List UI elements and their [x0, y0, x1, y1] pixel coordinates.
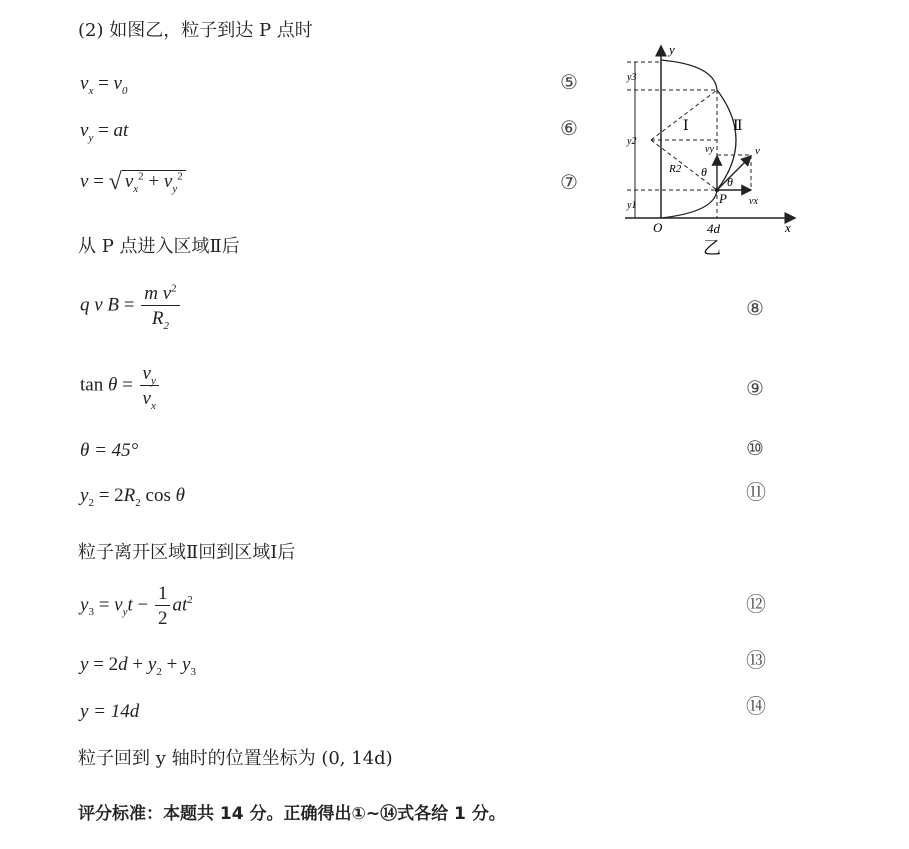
intro-text: (2) 如图乙，粒子到达 P 点时	[78, 20, 313, 41]
enter-region-text: 从 P 点进入区域Ⅱ后	[78, 236, 240, 257]
label-p: P	[719, 191, 727, 206]
label-region-2: Ⅱ	[733, 119, 743, 134]
eq-number-6: ⑥	[560, 116, 578, 140]
equation-10: θ = 45°	[80, 440, 139, 461]
figure-yi	[615, 40, 815, 260]
label-v: v	[755, 145, 760, 157]
label-r2: R2	[669, 163, 682, 175]
figure-caption: 乙	[703, 238, 721, 258]
label-y-axis: y	[669, 42, 675, 57]
equation-6: $v_y$ = at	[80, 120, 129, 144]
trajectory-arc	[661, 190, 717, 218]
equation-12: $y_3 = v_yt$ − $\frac{1}{2}$ $at^2$	[80, 583, 193, 629]
leave-region-text: 粒子离开区域Ⅱ回到区域Ⅰ后	[78, 542, 296, 563]
label-y1: y1	[627, 200, 637, 211]
eq-number-9: ⑨	[746, 376, 764, 400]
label-x-axis: x	[785, 220, 791, 235]
equation-9: tan θ = $\frac{v_y}{v_x}$	[80, 364, 161, 408]
equation-7: v = √ $v_x^2 + v_y^2$	[80, 170, 186, 194]
eq-number-5: ⑤	[560, 70, 578, 94]
label-vy: vy	[705, 144, 714, 155]
equation-11: $y_2 = 2R_2$ cos θ	[80, 485, 185, 509]
label-theta-2: θ	[727, 175, 733, 189]
label-origin: O	[653, 220, 663, 235]
label-y3: y3	[627, 72, 637, 83]
result-text: 粒子回到 y 轴时的位置坐标为 (0, 14d)	[78, 748, 393, 769]
equation-14: y = 14d	[80, 701, 140, 722]
label-region-1: Ⅰ	[683, 119, 689, 134]
label-y2: y2	[627, 136, 637, 147]
label-theta-1: θ	[701, 165, 707, 179]
scoring-text: 评分标准：本题共 14 分。正确得出①~⑭式各给 1 分。	[78, 804, 506, 824]
eq-number-14: ⑭	[746, 694, 766, 718]
equation-13: $y = 2d + y_2 + y_3$	[80, 654, 196, 678]
eq-number-12: ⑫	[746, 592, 766, 616]
eq-number-13: ⑬	[746, 648, 766, 672]
eq-number-10: ⑩	[746, 436, 764, 460]
eq-number-11: ⑪	[746, 480, 766, 504]
label-vx: vx	[749, 196, 758, 207]
eq-number-7: ⑦	[560, 170, 578, 194]
equation-5: $v_x = v_0$	[80, 73, 128, 97]
label-4d: 4d	[707, 221, 720, 236]
eq-number-8: ⑧	[746, 296, 764, 320]
equation-8: q v B = $\frac{m v^2}{R_2}$	[80, 284, 182, 328]
velocity-vector	[717, 156, 751, 190]
